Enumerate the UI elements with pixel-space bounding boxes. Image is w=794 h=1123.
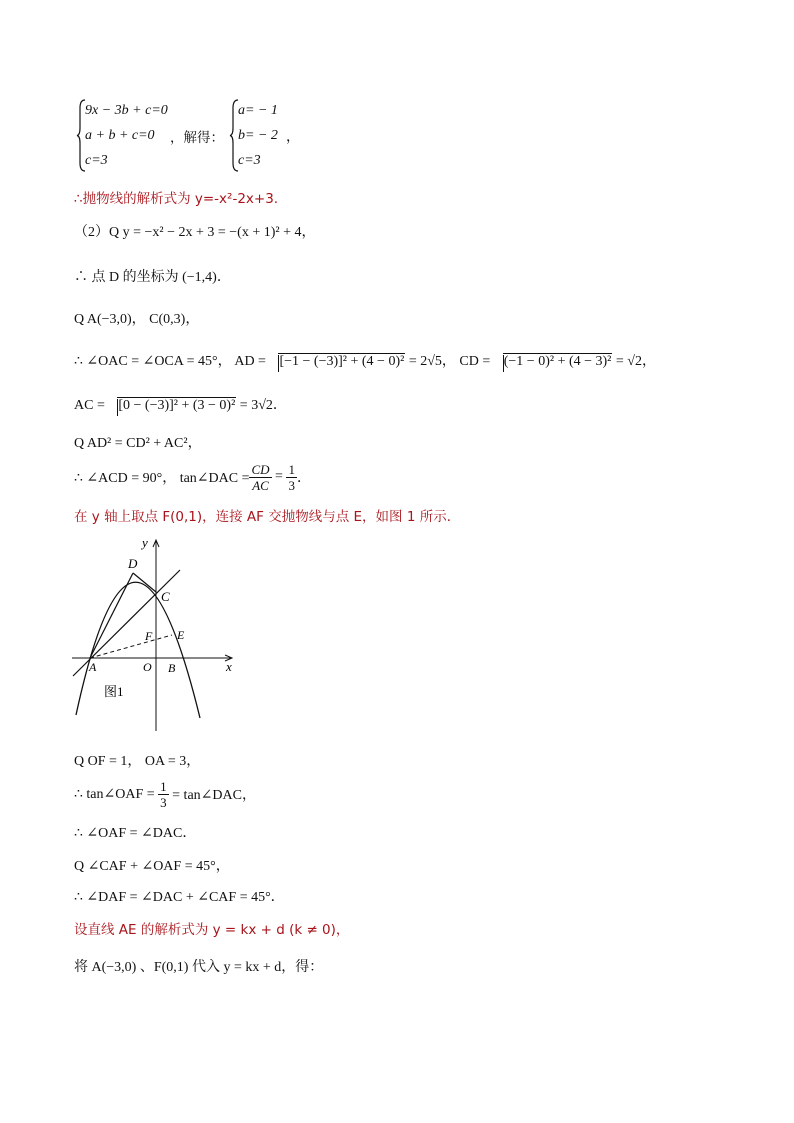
system2-row-1: a= − 1 xyxy=(238,103,278,118)
daf-line: ∴ ∠DAF = ∠DAC + ∠CAF = 45°． xyxy=(74,890,285,905)
tan-oaf-fraction xyxy=(158,779,169,810)
figure-1 xyxy=(68,533,248,733)
point-d-line: ∴ 点 D 的坐标为 (−1,4)． xyxy=(74,270,231,285)
tan-oaf-numerator: 1 xyxy=(160,778,167,794)
equal-angles-line: ∴ ∠OAF = ∠DAC． xyxy=(74,826,197,841)
label-a: A xyxy=(89,660,97,674)
system1-row-1: 9x − 3b + c=0 xyxy=(85,103,168,118)
distances-line xyxy=(74,350,656,370)
pythagoras-line: Q AD² = CD² + AC²， xyxy=(74,436,202,451)
ac-value: = 3√2． xyxy=(236,398,287,413)
tan-equals: = xyxy=(271,469,287,484)
angles-prefix: ∴ ∠OAC = ∠OCA = 45°， AD = xyxy=(74,354,270,369)
label-b: B xyxy=(168,661,176,675)
tan-denominator: AC xyxy=(252,477,269,493)
system2-row-3: c=3 xyxy=(238,153,261,168)
ad-radical xyxy=(269,353,405,370)
substitute-line: 将 A(−3,0) 、F(0,1) 代入 y = kx + d，得： xyxy=(74,960,324,975)
label-y: y xyxy=(142,535,148,550)
label-x: x xyxy=(226,659,232,674)
tan-oaf-prefix: ∴ tan∠OAF = xyxy=(74,786,159,802)
system1-row-2: a + b + c=0 xyxy=(85,128,155,143)
ac-distance-line xyxy=(74,394,287,414)
tan-oaf-denominator: 3 xyxy=(160,794,167,810)
cd-radicand: (−1 − 0)² + (4 − 3)² xyxy=(503,354,612,369)
label-c: C xyxy=(161,589,170,604)
ad-radicand: [−1 − (−3)]² + (4 − 0)² xyxy=(279,354,405,369)
ad-value: = 2√5， CD = xyxy=(405,354,494,369)
tan-numerator: CD xyxy=(251,461,270,477)
line-ae-text: 设直线 AE 的解析式为 y = kx + d (k ≠ 0)， xyxy=(74,922,350,938)
ac-radical xyxy=(108,397,236,414)
tan-fraction-cd-ac xyxy=(249,462,271,493)
system2-tail: ， xyxy=(286,130,300,145)
sum-45-line: Q ∠CAF + ∠OAF = 45°， xyxy=(74,859,230,874)
solve-word: ，解得： xyxy=(170,130,224,146)
figure-caption: 图1 xyxy=(104,684,124,699)
tan-oaf-end: = tan∠DAC， xyxy=(168,788,256,803)
line-ad xyxy=(90,573,133,658)
label-d: D xyxy=(128,556,138,571)
ac-radicand: [0 − (−3)]² + (3 − 0)² xyxy=(118,398,236,413)
ac-prefix: AC = xyxy=(74,398,109,413)
part2-line: （2）Q y = −x² − 2x + 3 = −(x + 1)² + 4， xyxy=(74,225,316,240)
tan-prefix: ∴ ∠ACD = 90°， tan∠DAC = xyxy=(74,471,250,486)
point-f-line: 在 y 轴上取点 F(0,1)，连接 AF 交抛物线与点 E，如图 1 所示． xyxy=(74,509,461,525)
label-o: O xyxy=(143,660,152,674)
label-e: E xyxy=(177,628,185,642)
cd-value: = √2， xyxy=(612,354,656,369)
of-oa-line: Q OF = 1， OA = 3， xyxy=(74,754,201,769)
tan-denominator-2: 3 xyxy=(288,477,295,493)
system2-row-2: b= − 2 xyxy=(238,128,278,143)
tan-dac-line xyxy=(74,458,311,496)
cd-radical xyxy=(494,353,613,370)
tan-oaf-line xyxy=(74,775,256,813)
tan-fraction-one-third xyxy=(286,462,297,493)
label-f: F xyxy=(145,629,153,643)
system1-row-3: c=3 xyxy=(85,153,108,168)
points-ac-line: Q A(−3,0)， C(0,3)， xyxy=(74,312,200,327)
tan-numerator-2: 1 xyxy=(288,461,295,477)
tan-end: ． xyxy=(296,471,311,486)
parabola-line: ∴抛物线的解析式为 y=-x²-2x+3. xyxy=(74,191,279,207)
